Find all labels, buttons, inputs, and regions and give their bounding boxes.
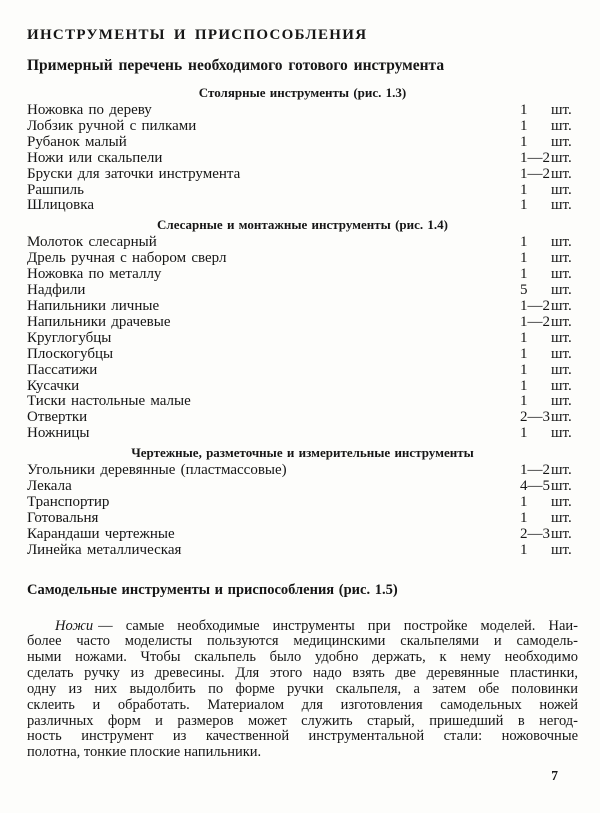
tool-unit: шт. <box>551 345 572 362</box>
tool-qty: 1 <box>520 102 528 118</box>
paragraph-line: полотна, тонкие плоские напильники. <box>27 744 262 761</box>
page-title: ИНСТРУМЕНТЫ И ПРИСПОСОБЛЕНИЯ <box>27 27 368 43</box>
table-row <box>27 394 578 410</box>
table-row <box>27 479 578 495</box>
table-row <box>27 379 578 395</box>
tool-unit: шт. <box>551 393 572 410</box>
tool-name: Круглогубцы <box>27 330 112 346</box>
paragraph-line <box>27 619 578 635</box>
table-row <box>27 183 578 199</box>
tool-qty: 4—5 <box>520 478 550 495</box>
term-italic: Ножи <box>55 617 94 634</box>
table-row <box>27 527 578 543</box>
tool-list <box>27 463 578 558</box>
tool-qty: 1 <box>520 493 528 510</box>
table-row <box>27 135 578 151</box>
tool-unit: шт. <box>551 313 572 330</box>
tool-qty: 1 <box>520 329 528 346</box>
paragraph-line: сделать ручку из древесины. Для этого надо взять две деревянные пластинки, <box>27 665 578 682</box>
table-row <box>27 363 578 379</box>
paragraph-line: склеить и обработать. Материалом для изготовления самодельных ножей <box>27 696 578 713</box>
table-row <box>27 283 578 299</box>
section-drafting-tools <box>27 445 578 558</box>
table-row <box>27 331 578 347</box>
table-row <box>27 315 578 331</box>
page-number-value: 7 <box>551 768 558 784</box>
tool-unit: шт. <box>551 409 572 426</box>
tool-qty: 1 <box>520 250 528 267</box>
tool-qty: 1 <box>520 393 528 410</box>
table-row <box>27 463 578 479</box>
tool-unit: шт. <box>551 117 572 134</box>
paragraph-line: ность инструмент из качественной инструментальной стали: ножовочные <box>27 728 578 745</box>
tool-unit: шт. <box>551 462 572 479</box>
tool-name: Ножовка по металлу <box>27 267 162 283</box>
table-row <box>27 151 578 167</box>
tool-name: Тиски настольные малые <box>27 394 191 410</box>
tool-unit: шт. <box>551 525 572 542</box>
tool-qty: 1—2 <box>520 462 550 479</box>
section-metalwork-tools <box>27 217 578 442</box>
tool-qty: 2—3 <box>520 525 550 542</box>
paragraph-line: различных форм и размеров может служить старый, пришедший в негод- <box>27 712 578 729</box>
tool-name: Молоток слесарный <box>27 235 157 251</box>
tool-qty: 1 <box>520 181 528 198</box>
tool-qty: 1 <box>520 234 528 251</box>
tool-name: Транспортир <box>27 494 110 510</box>
tool-name: Бруски для заточки инструмента <box>27 166 241 182</box>
section-heading: Слесарные и монтажные инструменты (рис. 1.4) <box>157 217 448 233</box>
tool-unit: шт. <box>551 102 572 118</box>
tool-unit: шт. <box>551 425 572 442</box>
tool-name: Готовальня <box>27 510 99 526</box>
section-carpentry-tools <box>27 85 578 214</box>
tool-unit: шт. <box>551 493 572 510</box>
tool-unit: шт. <box>551 541 572 558</box>
table-row <box>27 299 578 315</box>
table-row <box>27 198 578 214</box>
tool-qty: 1 <box>520 133 528 150</box>
tool-unit: шт. <box>551 266 572 283</box>
homemade-section-heading: Самодельные инструменты и приспособления (рис. 1.5) <box>27 581 398 598</box>
tool-qty: 1 <box>520 509 528 526</box>
tool-unit: шт. <box>551 361 572 378</box>
tool-qty: 1 <box>520 197 528 214</box>
body-paragraph <box>27 619 578 762</box>
table-row <box>27 511 578 527</box>
tool-name: Шлицовка <box>27 198 94 214</box>
tool-name: Кусачки <box>27 378 80 394</box>
tool-name: Пассатижи <box>27 362 98 378</box>
tool-name: Угольники деревянные (пластмассовые) <box>27 463 287 479</box>
tool-unit: шт. <box>551 509 572 526</box>
tool-name: Ножницы <box>27 426 90 442</box>
tool-unit: шт. <box>551 181 572 198</box>
table-row <box>27 235 578 251</box>
tool-name: Отвертки <box>27 410 88 426</box>
tool-qty: 2—3 <box>520 409 550 426</box>
tool-name: Лекала <box>27 479 72 495</box>
tool-name: Надфили <box>27 283 86 299</box>
section-heading: Столярные инструменты (рис. 1.3) <box>198 85 407 100</box>
tool-qty: 5 <box>520 282 528 299</box>
page-number <box>27 767 578 784</box>
tool-qty: 1 <box>520 266 528 283</box>
tool-unit: шт. <box>551 377 572 394</box>
tool-name: Напильники личные <box>27 298 160 314</box>
tool-name: Ножи или скальпели <box>27 150 163 166</box>
page-subtitle: Примерный перечень необходимого готового инструмента <box>27 57 445 74</box>
table-row <box>27 267 578 283</box>
tool-qty: 1—2 <box>520 297 550 314</box>
table-row <box>27 410 578 426</box>
tool-name: Ножовка по дереву <box>27 103 152 118</box>
tool-qty: 1 <box>520 345 528 362</box>
tool-unit: шт. <box>551 165 572 182</box>
tool-qty: 1 <box>520 377 528 394</box>
tool-qty: 1 <box>520 117 528 134</box>
tool-unit: шт. <box>551 149 572 166</box>
tool-unit: шт. <box>551 297 572 314</box>
table-row <box>27 251 578 267</box>
table-row <box>27 543 578 559</box>
tool-list <box>27 235 578 442</box>
paragraph-line-text: — самые необходимые инструменты при постройке моделей. Наи- <box>98 617 578 634</box>
tool-qty: 1 <box>520 541 528 558</box>
tool-qty: 1—2 <box>520 313 550 330</box>
table-row <box>27 167 578 183</box>
tool-unit: шт. <box>551 234 572 251</box>
table-row <box>27 426 578 442</box>
tool-name: Линейка металлическая <box>27 542 182 558</box>
tool-name: Рашпиль <box>27 182 84 198</box>
section-heading: Чертежные, разметочные и измерительные инструменты <box>131 445 474 461</box>
tool-name: Плоскогубцы <box>27 346 114 362</box>
paragraph-line: одну из них выдолбить по форме ручки скальпеля, а затем обе половинки <box>27 680 578 697</box>
tool-qty: 1—2 <box>520 149 550 166</box>
paragraph-line: более часто моделисты пользуются медицинскими скальпелями и самодель- <box>27 633 578 650</box>
table-row <box>27 119 578 135</box>
tool-unit: шт. <box>551 282 572 299</box>
tool-unit: шт. <box>551 329 572 346</box>
table-row <box>27 103 578 119</box>
tool-name: Лобзик ручной с пилками <box>27 118 197 134</box>
tool-name: Напильники драчевые <box>27 314 171 330</box>
tool-qty: 1 <box>520 425 528 442</box>
paragraph-line: ными ножами. Чтобы скальпель было удобно держать, к нему необходимо <box>27 649 578 666</box>
table-row <box>27 347 578 363</box>
tool-name: Рубанок малый <box>27 134 127 150</box>
tool-unit: шт. <box>551 250 572 267</box>
tool-qty: 1 <box>520 361 528 378</box>
tool-qty: 1—2 <box>520 165 550 182</box>
table-row <box>27 495 578 511</box>
tool-list <box>27 103 578 214</box>
tool-unit: шт. <box>551 197 572 214</box>
tool-name: Дрель ручная с набором сверл <box>27 251 227 267</box>
tool-unit: шт. <box>551 133 572 150</box>
tool-unit: шт. <box>551 478 572 495</box>
tool-name: Карандаши чертежные <box>27 526 175 542</box>
